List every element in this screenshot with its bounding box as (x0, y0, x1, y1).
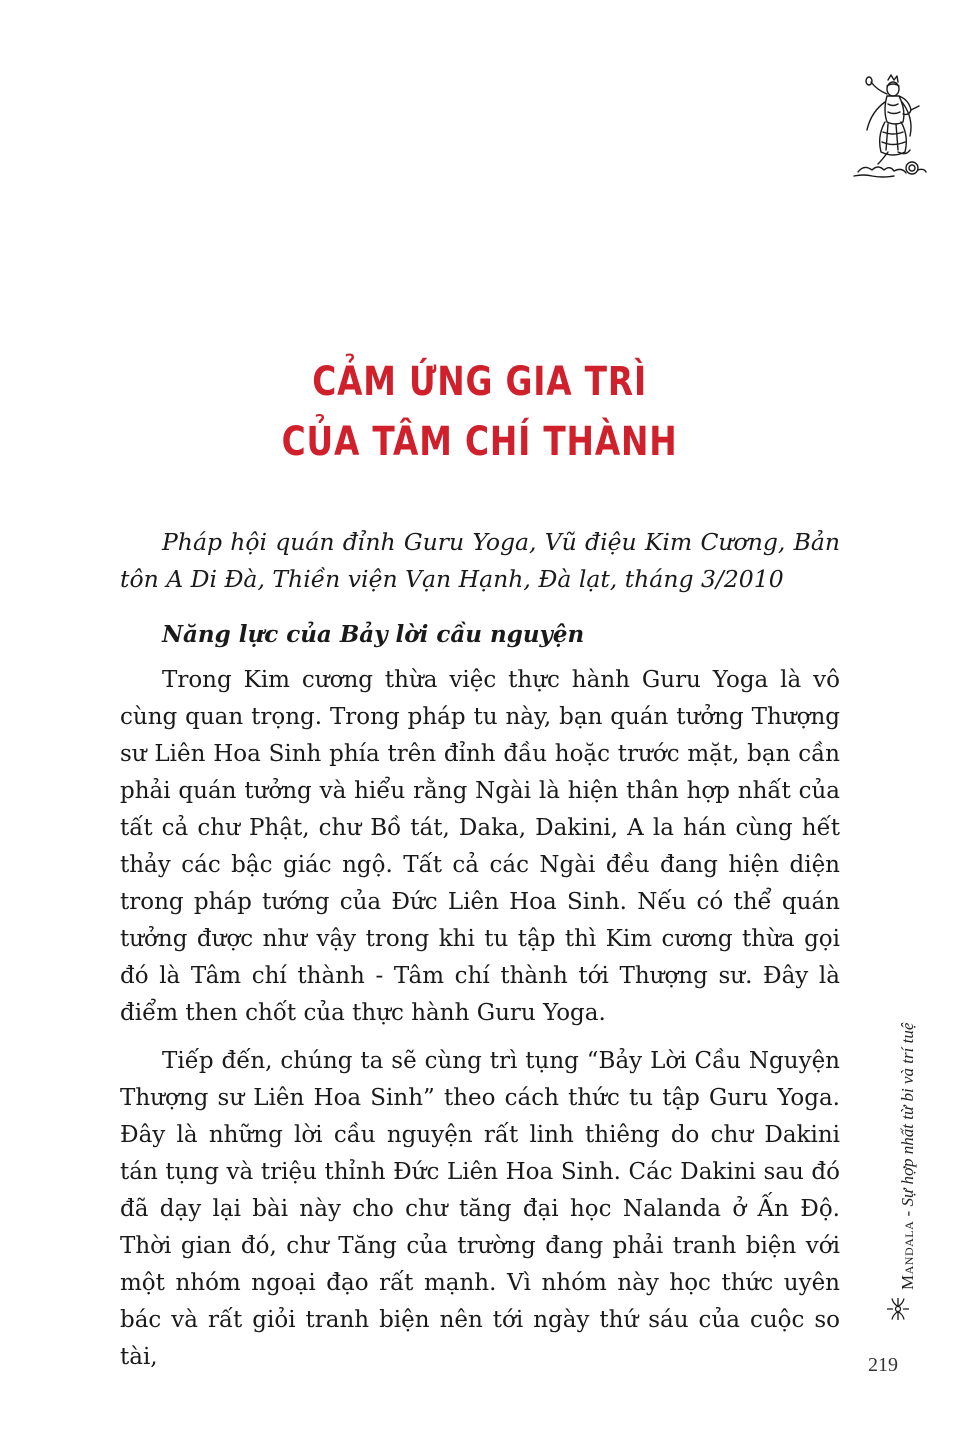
caption-separator: - (898, 1206, 917, 1221)
paragraph-1: Trong Kim cương thừa việc thực hành Guru Yoga là vô cùng quan trọng. Trong pháp tu này, bạn quán tưởng Thượng sư Liên Hoa Sinh phía trên đỉnh đầu hoặc trước mặt, bạn cần phải quán tưởng và hiểu rằng Ngài là hiện thân hợp nhất của tất cả chư Phật, chư Bồ tát, Daka, Dakini, A la hán cùng hết thảy các bậc giác ngộ. Tất cả các Ngài đều đang hiện diện trong pháp tướng của Đức Liên Hoa Sinh. Nếu có thể quán tưởng được như vậy trong khi tu tập thì Kim cương thừa gọi đó là Tâm chí thành - Tâm chí thành tới Thượng sư. Đây là điểm then chốt của thực hành Guru Yoga. (120, 667, 840, 1026)
paragraph-2: Tiếp đến, chúng ta sẽ cùng trì tụng “Bảy Lời Cầu Nguyện Thượng sư Liên Hoa Sinh” theo cách thức tu tập Guru Yoga. Đây là những lời cầu nguyện rất linh thiêng do chư Dakini tán tụng và triệu thỉnh Đức Liên Hoa Sinh. Các Dakini sau đó đã dạy lại bài này cho chư tăng đại học Nalanda ở Ấn Độ. Thời gian đó, chư Tăng của trường đang phải tranh biện với một nhóm ngoại đạo rất mạnh. Vì nhóm này học thức uyên bác và rất giỏi tranh biện nên tới ngày thứ sáu của cuộc so tài, (120, 1048, 840, 1370)
chapter-title-line-2: CỦA TÂM CHÍ THÀNH (281, 419, 678, 465)
chapter-title-line-1: CẢM ỨNG GIA TRÌ (312, 359, 647, 405)
event-subtitle: Pháp hội quán đỉnh Guru Yoga, Vũ điệu Kim Cương, Bản tôn A Di Đà, Thiền viện Vạn Hạnh, Đà lạt, tháng 3/2010 (120, 528, 840, 593)
book-subtitle: Sự hợp nhất từ bi và trí tuệ (898, 1022, 917, 1207)
page-number: 219 (868, 1354, 898, 1376)
vajra-icon (885, 1297, 911, 1321)
chapter-title (86, 352, 872, 472)
body-text (120, 662, 840, 1376)
section-heading: Năng lực của Bảy lời cầu nguyện (162, 621, 585, 648)
book-title: Mandala (898, 1220, 917, 1290)
dancing-deity-icon (852, 72, 928, 184)
running-side-caption (898, 1023, 918, 1290)
